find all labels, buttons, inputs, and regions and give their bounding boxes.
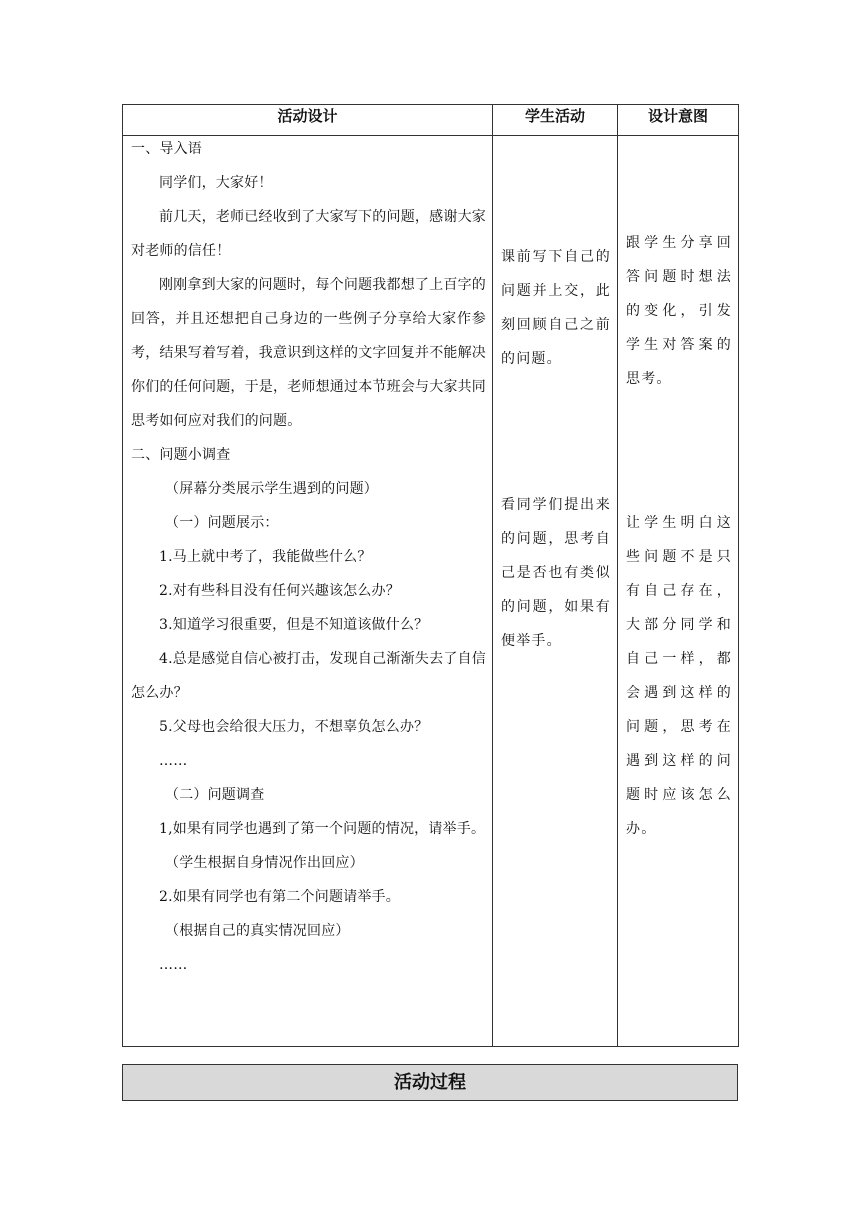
activity-line: 一、导入语 xyxy=(131,141,202,157)
activity-line: 1,如果有同学也遇到了第一个问题的情况，请举手。 xyxy=(159,821,486,837)
activity-line: 2.如果有同学也有第二个问题请举手。 xyxy=(159,889,400,905)
activity-line: （一）问题展示： xyxy=(165,515,279,531)
activity-design-cell xyxy=(123,136,493,1047)
header-activity-design: 活动设计 xyxy=(123,105,493,136)
activity-line: （学生根据自身情况作出回应） xyxy=(165,855,364,871)
activity-line: 前几天，老师已经收到了大家写下的问题，感谢大家对老师的信任！ xyxy=(131,209,486,259)
activity-line: 3.知道学习很重要，但是不知道该做什么？ xyxy=(159,617,429,633)
activity-line: 4.总是感觉自信心被打击，发现自己渐渐失去了自信怎么办？ xyxy=(131,651,486,701)
design-intent-text-2: 让学生明白这些问题不是只有自己存在，大部分同学和自己一样，都会遇到这样的问题，思考在遇到这样的问题时应该怎么办。 xyxy=(626,515,732,837)
student-activity-text-2: 看同学们提出来的问题，思考自己是否也有类似的问题，如果有便举手。 xyxy=(501,497,611,649)
activity-line: （二）问题调查 xyxy=(165,787,265,803)
activity-line: 二、问题小调查 xyxy=(131,447,231,463)
student-activity-cell xyxy=(493,136,618,1047)
activity-line: 5.父母也会给很大压力，不想辜负怎么办？ xyxy=(159,719,429,735)
design-intent-text-1: 跟学生分享回答问题时想法的变化，引发学生对答案的思考。 xyxy=(626,235,732,387)
lesson-plan-table xyxy=(122,104,739,1047)
activity-line: …… xyxy=(159,957,188,973)
table-body-row xyxy=(123,136,739,1047)
activity-line: 2.对有些科目没有任何兴趣该怎么办？ xyxy=(159,583,400,599)
activity-line: 刚刚拿到大家的问题时，每个问题我都想了上百字的回答，并且还想把自己身边的一些例子分享给大家作参考，结果写着写着，我意识到这样的文字回复并不能解决你们的任何问题，于是，老师想通过本节班会与大家共同思考如何应对我们的问题。 xyxy=(131,277,486,429)
activity-line: （屏幕分类展示学生遇到的问题） xyxy=(165,481,378,497)
activity-line: 1.马上就中考了，我能做些什么？ xyxy=(159,549,372,565)
header-design-intent: 设计意图 xyxy=(618,105,739,136)
header-student-activity: 学生活动 xyxy=(493,105,618,136)
table-header-row xyxy=(123,105,739,136)
section-title-activity-process: 活动过程 xyxy=(122,1064,738,1101)
activity-line: （根据自己的真实情况回应） xyxy=(165,923,350,939)
student-activity-text-1: 课前写下自己的问题并上交，此刻回顾自己之前的问题。 xyxy=(501,249,611,367)
activity-line: 同学们，大家好！ xyxy=(159,175,273,191)
design-intent-cell xyxy=(618,136,739,1047)
activity-line: …… xyxy=(159,753,188,769)
